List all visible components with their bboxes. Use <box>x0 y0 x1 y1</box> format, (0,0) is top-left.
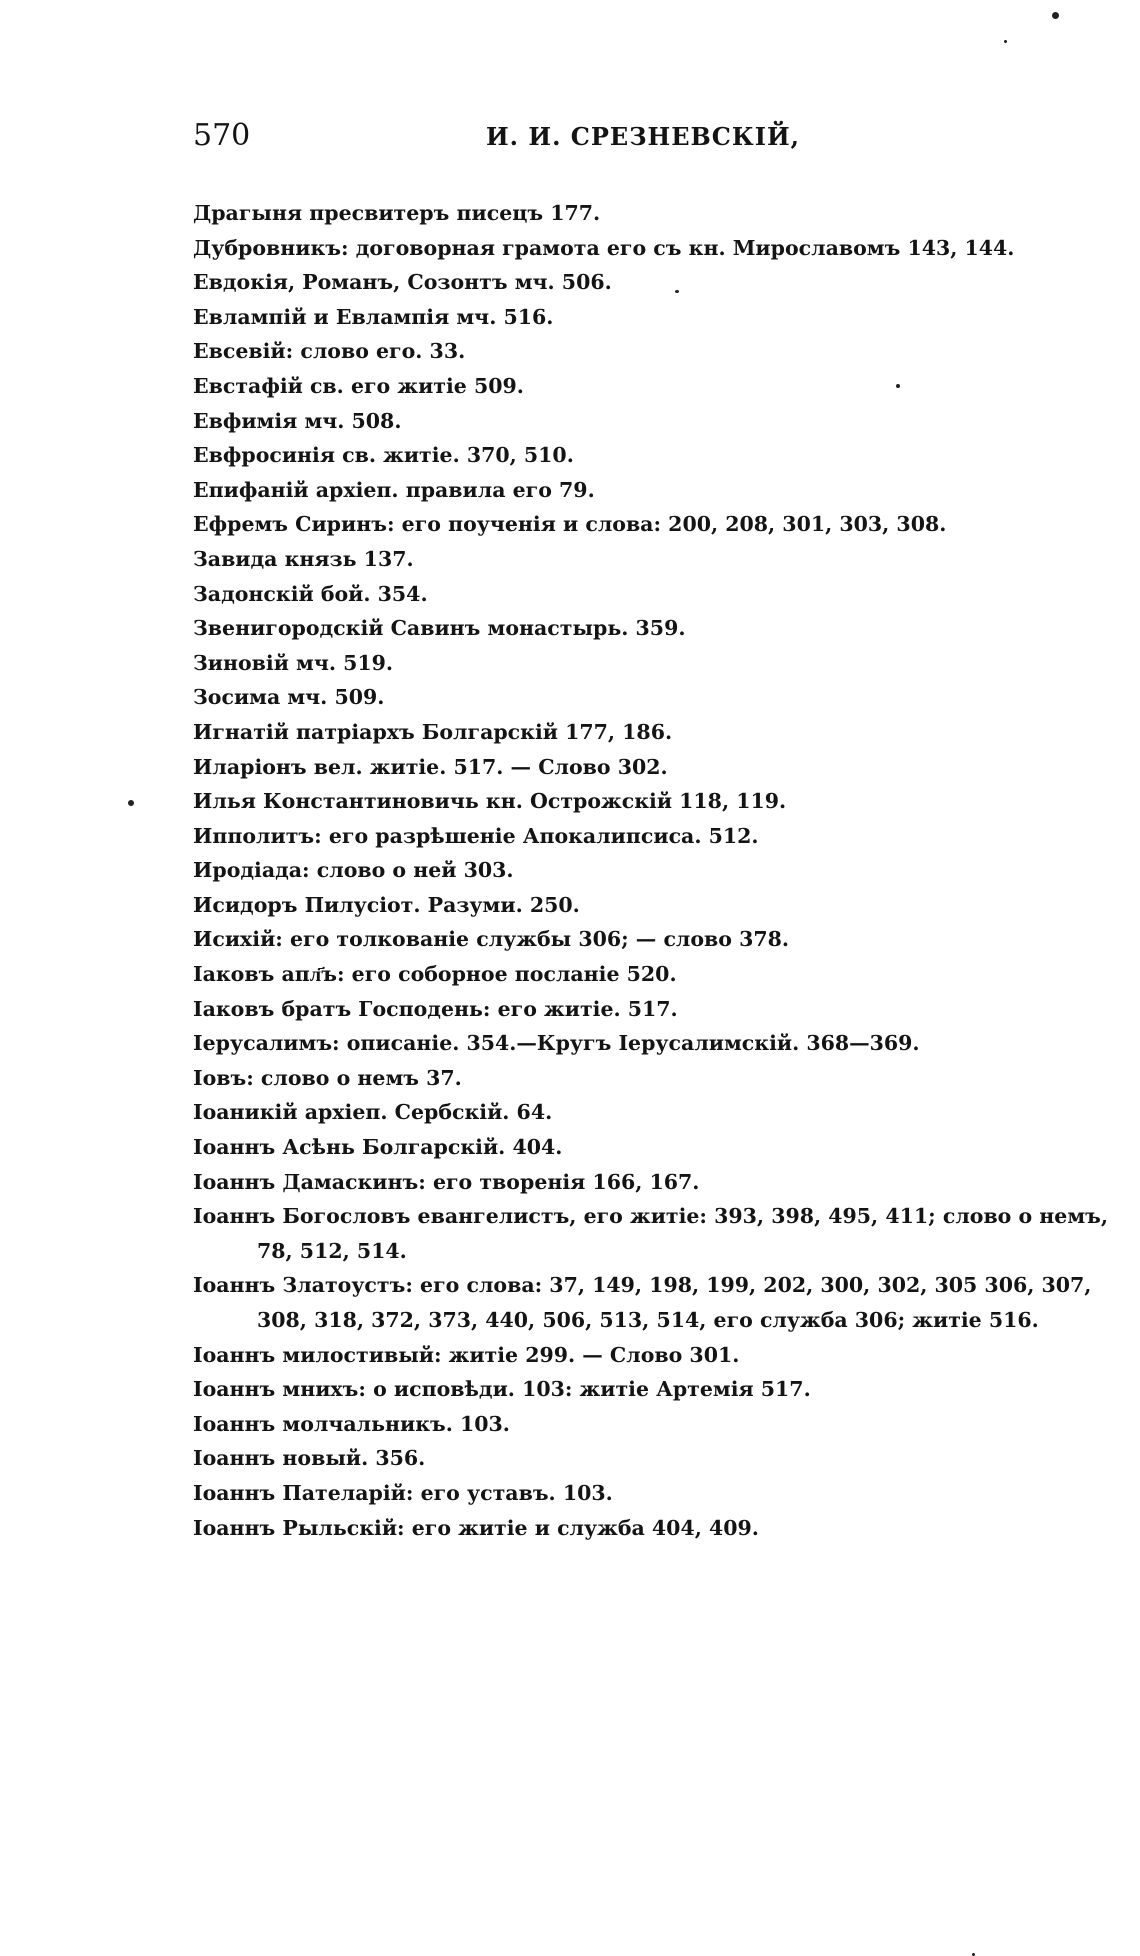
page-header <box>193 118 1053 158</box>
index-entry: Илья Константиновичь кн. Острожскій 118, 119. <box>193 789 787 814</box>
index-entry: Звенигородскій Савинъ монастырь. 359. <box>193 616 686 641</box>
index-entries <box>193 196 1109 1545</box>
page-number: 570 <box>193 118 251 153</box>
index-entry: Іоаникій архіеп. Сербскій. 64. <box>193 1100 553 1125</box>
index-entry: Игнатій патріархъ Болгарскій 177, 186. <box>193 719 673 744</box>
index-entry: Епифаній архіеп. правила его 79. <box>193 477 595 502</box>
index-entry: Зиновій мч. 519. <box>193 650 394 675</box>
scan-speck <box>1004 40 1007 43</box>
index-entry: Евфимія мч. 508. <box>193 408 402 433</box>
scan-speck <box>1052 12 1059 19</box>
index-entry: Исидоръ Пилусіот. Разуми. 250. <box>193 892 580 917</box>
index-entry: Зосима мч. 509. <box>193 685 385 710</box>
index-entry: Іоаннъ милостивый: житіе 299. — Слово 301. <box>193 1342 740 1367</box>
index-entry: Іоаннъ Асѣнь Болгарскій. 404. <box>193 1135 563 1160</box>
index-entry: Іоаннъ мнихъ: о исповѣди. 103: житіе Артемія 517. <box>193 1377 811 1402</box>
index-entry: Евдокія, Романъ, Созонтъ мч. 506. <box>193 270 612 295</box>
index-entry: Ефремъ Сиринъ: его поученія и слова: 200, 208, 301, 303, 308. <box>193 512 947 537</box>
index-entry: Іоаннъ Дамаскинъ: его творенія 166, 167. <box>193 1169 700 1194</box>
index-entry: Евлампій и Евлампія мч. 516. <box>193 304 554 329</box>
index-entry: Іовъ: слово о немъ 37. <box>193 1065 462 1090</box>
index-entry: Евфросинія св. житіе. 370, 510. <box>193 443 574 468</box>
index-entry: Ипполитъ: его разрѣшеніе Апокалипсиса. 512. <box>193 823 759 848</box>
index-entry: Іаковъ апл҃ъ: его соборное посланіе 520. <box>193 962 677 987</box>
scan-speck <box>128 800 134 806</box>
scan-speck <box>896 384 900 388</box>
index-entry: Іоаннъ Пателарій: его уставъ. 103. <box>193 1480 613 1505</box>
index-entry: Дубровникъ: договорная грамота его съ кн. Мирославомъ 143, 144. <box>193 235 1015 260</box>
index-entry: Іаковъ братъ Господень: его житіе. 517. <box>193 996 678 1021</box>
scan-speck <box>675 290 679 293</box>
index-entry: Исихій: его толкованіе службы 306; — слово 378. <box>193 927 790 952</box>
index-entry: Іоаннъ Златоустъ: его слова: 37, 149, 198, 199, 202, 300, 302, 305 306, 307, 308, 318, 372, 373, 440, 506, 513, 514, его служба 306; житіе 516. <box>193 1273 1092 1332</box>
index-entry: Іоаннъ молчальникъ. 103. <box>193 1411 510 1436</box>
index-entry: Іоаннъ Богословъ евангелистъ, его житіе: 393, 398, 495, 411; слово о немъ, 78, 512, 514. <box>193 1204 1109 1263</box>
index-entry: Иродіада: слово о ней 303. <box>193 858 514 883</box>
index-entry: Іоаннъ новый. 356. <box>193 1446 426 1471</box>
running-head: И. И. СРЕЗНЕВСКІЙ, <box>486 122 800 151</box>
index-entry: Иларіонъ вел. житіе. 517. — Слово 302. <box>193 754 668 779</box>
index-entry: Задонскій бой. 354. <box>193 581 428 606</box>
index-entry: Іоаннъ Рыльскій: его житіе и служба 404, 409. <box>193 1515 759 1540</box>
index-entry: Завида князь 137. <box>193 546 414 571</box>
index-entry: Драгыня пресвитеръ писецъ 177. <box>193 201 601 225</box>
index-entry: Евсевій: слово его. 33. <box>193 339 466 364</box>
index-entry: Іерусалимъ: описаніе. 354.—Кругъ Іерусалимскій. 368—369. <box>193 1031 920 1056</box>
index-entry: Евстафій св. его житіе 509. <box>193 373 524 398</box>
